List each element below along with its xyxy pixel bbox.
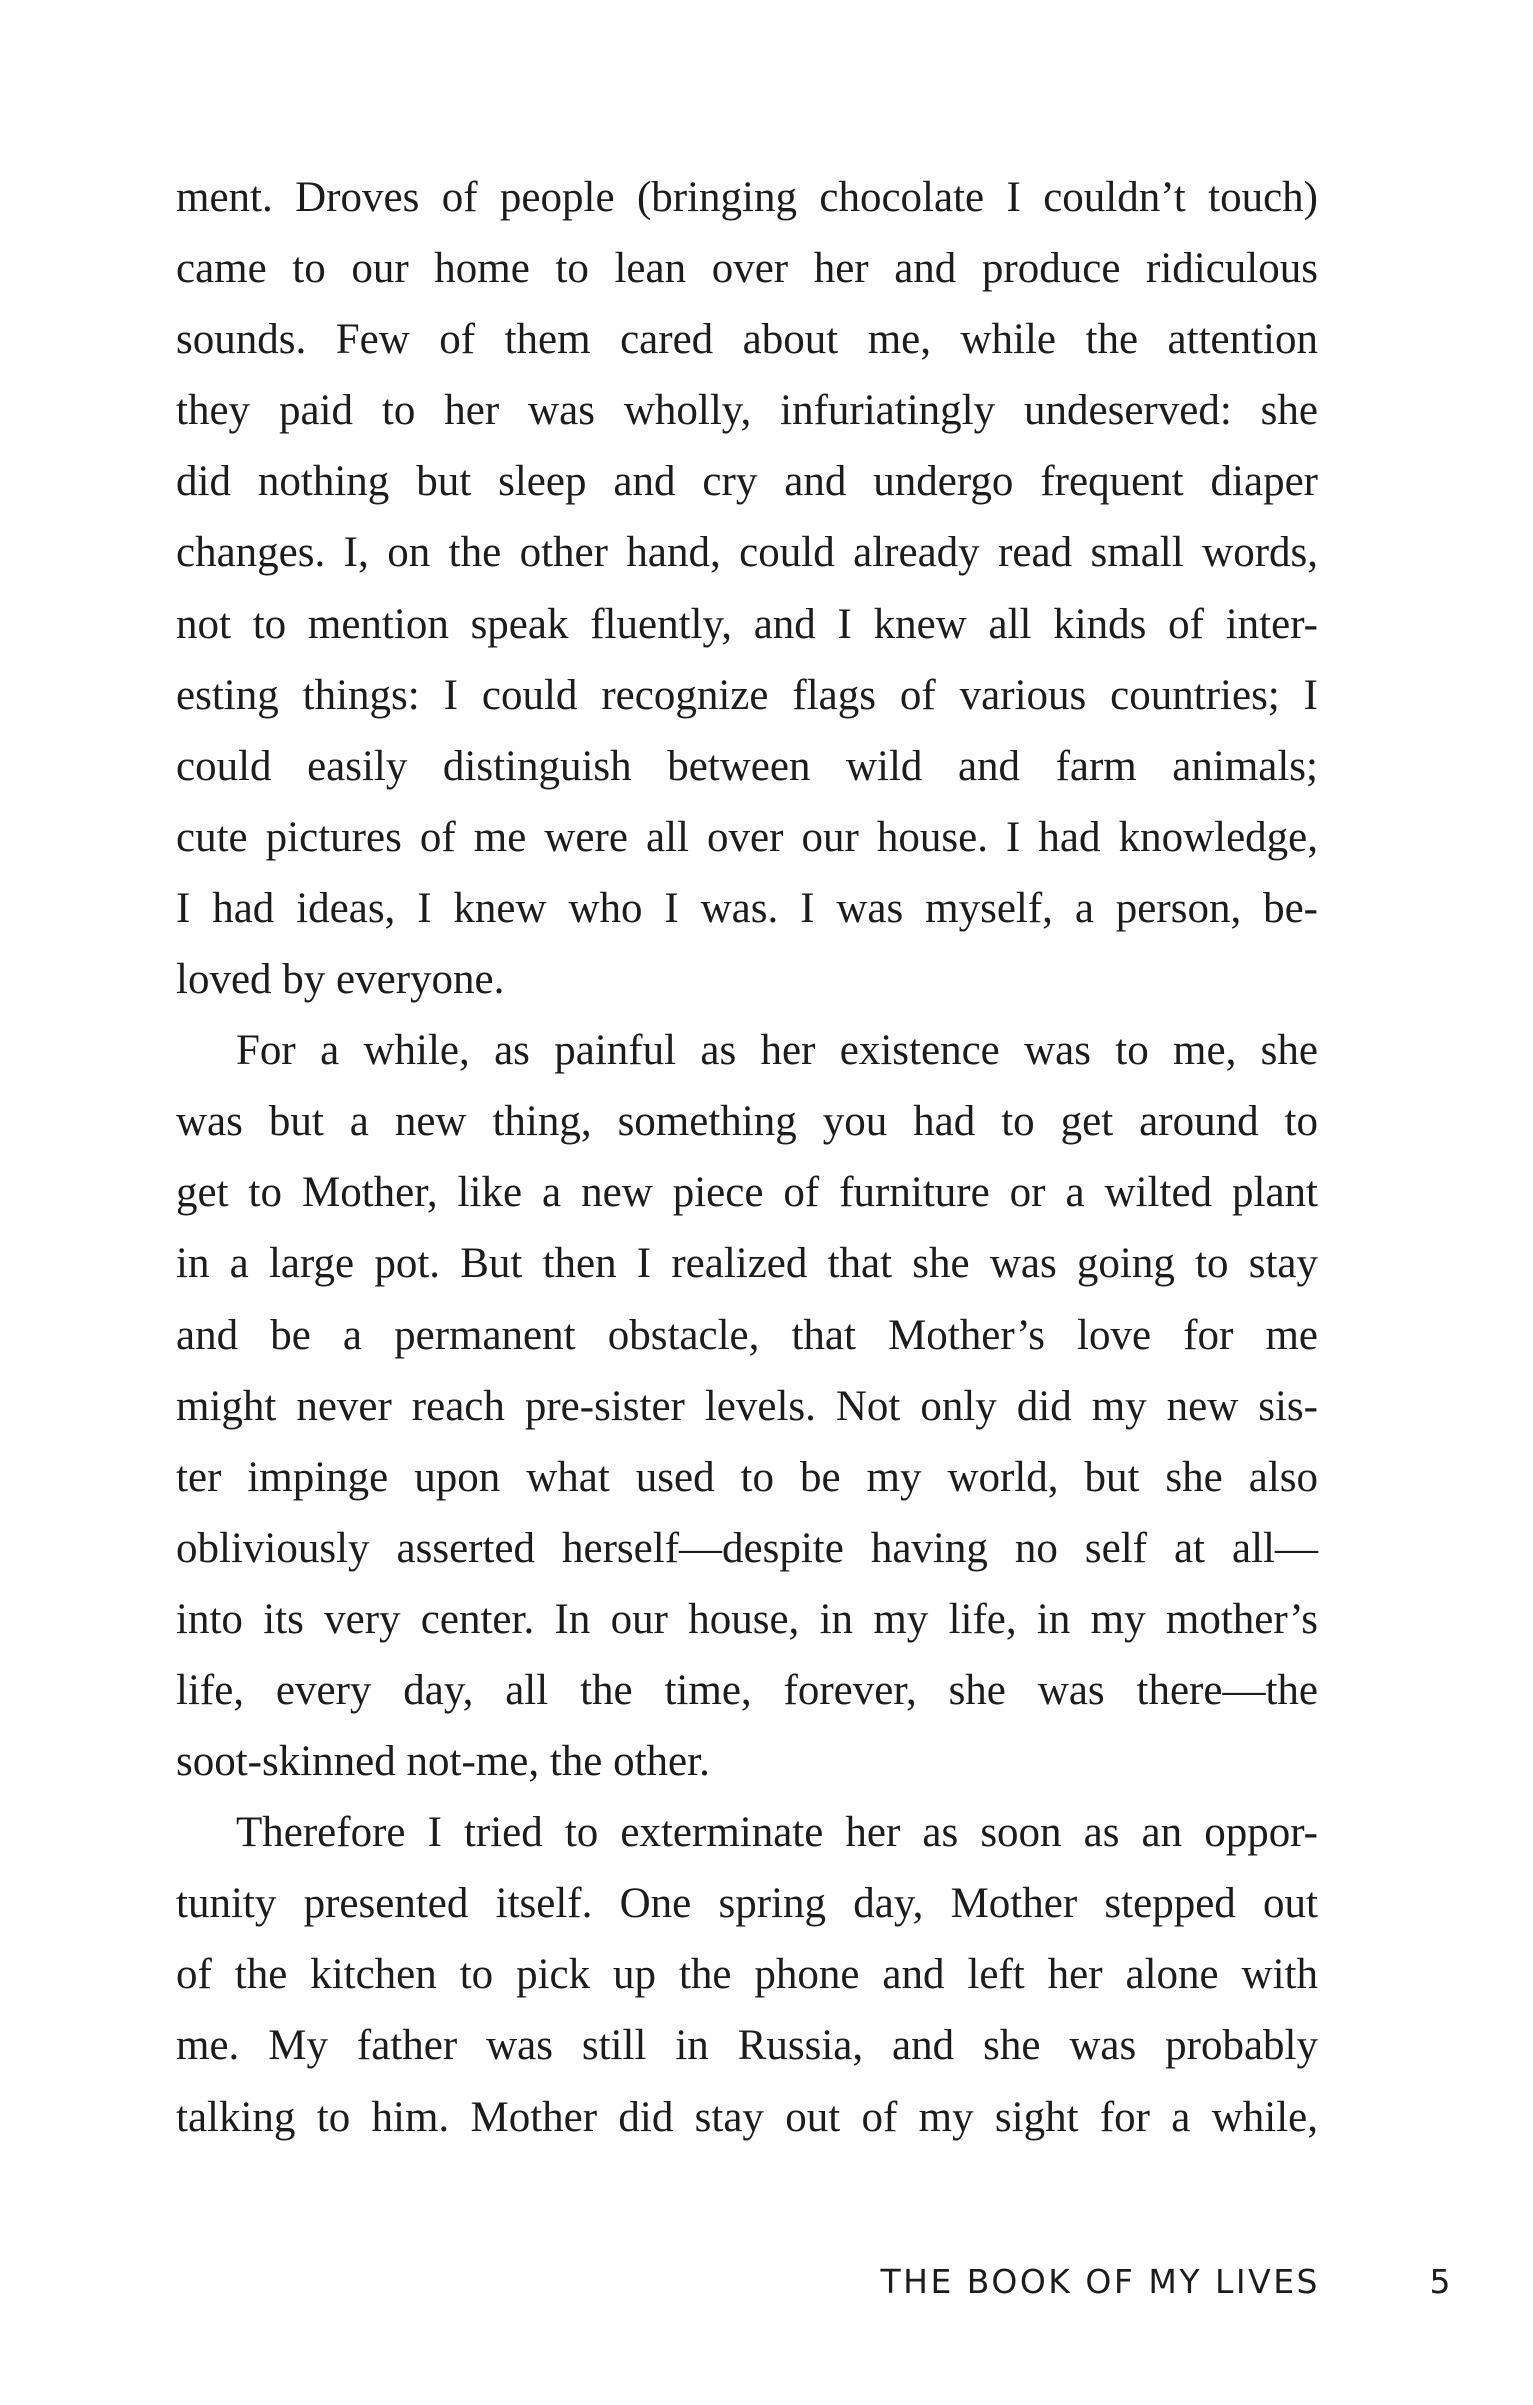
page-number: 5 xyxy=(1429,2262,1451,2301)
paragraph-2 xyxy=(176,1015,1318,1797)
text-line: me. My father was still in Russia, and she was probably xyxy=(176,2022,1318,2070)
text-line: was but a new thing, something you had to get around to xyxy=(176,1098,1318,1146)
text-line: life, every day, all the time, forever, she was there—the xyxy=(176,1666,1318,1714)
text-line: I had ideas, I knew who I was. I was myself, a person, be- xyxy=(176,884,1318,932)
text-line: obliviously asserted herself—despite having no self at all— xyxy=(176,1524,1318,1572)
paragraph-1 xyxy=(176,162,1318,1015)
text-line: in a large pot. But then I realized that she was going to stay xyxy=(176,1240,1318,1288)
body-text xyxy=(176,162,1318,2153)
text-line: and be a permanent obstacle, that Mother’s love for me xyxy=(176,1311,1318,1359)
text-line: For a while, as painful as her existence was to me, she xyxy=(236,1027,1318,1075)
running-title: THE BOOK OF MY LIVES xyxy=(880,2262,1320,2301)
text-line: ment. Droves of people (bringing chocolate I couldn’t touch) xyxy=(176,174,1318,221)
paragraph-3 xyxy=(176,1797,1318,2152)
text-line: esting things: I could recognize flags of various countries; I xyxy=(176,671,1318,719)
text-line: of the kitchen to pick up the phone and left her alone with xyxy=(176,1951,1318,1999)
text-line: could easily distinguish between wild and farm animals; xyxy=(176,742,1318,790)
text-line: ter impinge upon what used to be my world, but she also xyxy=(176,1453,1318,1501)
text-line: soot-skinned not-me, the other. xyxy=(176,1738,710,1786)
text-line: get to Mother, like a new piece of furniture or a wilted plant xyxy=(176,1169,1318,1217)
text-line: Therefore I tried to exterminate her as soon as an oppor- xyxy=(236,1809,1318,1857)
text-line: might never reach pre-sister levels. Not only did my new sis- xyxy=(176,1382,1318,1430)
text-line: did nothing but sleep and cry and undergo frequent diaper xyxy=(176,458,1318,506)
text-line: they paid to her was wholly, infuriatingly undeserved: she xyxy=(176,387,1318,435)
text-line: not to mention speak fluently, and I knew all kinds of inter- xyxy=(176,600,1318,648)
text-line: came to our home to lean over her and produce ridiculous xyxy=(176,245,1318,293)
text-line: cute pictures of me were all over our house. I had knowledge, xyxy=(176,813,1318,861)
text-line: tunity presented itself. One spring day, Mother stepped out xyxy=(176,1880,1318,1928)
text-line: talking to him. Mother did stay out of my sight for a while, xyxy=(176,2093,1318,2141)
text-line: changes. I, on the other hand, could already read small words, xyxy=(176,529,1318,577)
text-line: loved by everyone. xyxy=(176,956,505,1004)
text-line: sounds. Few of them cared about me, while the attention xyxy=(176,316,1318,364)
text-line: into its very center. In our house, in my life, in my mother’s xyxy=(176,1595,1318,1643)
